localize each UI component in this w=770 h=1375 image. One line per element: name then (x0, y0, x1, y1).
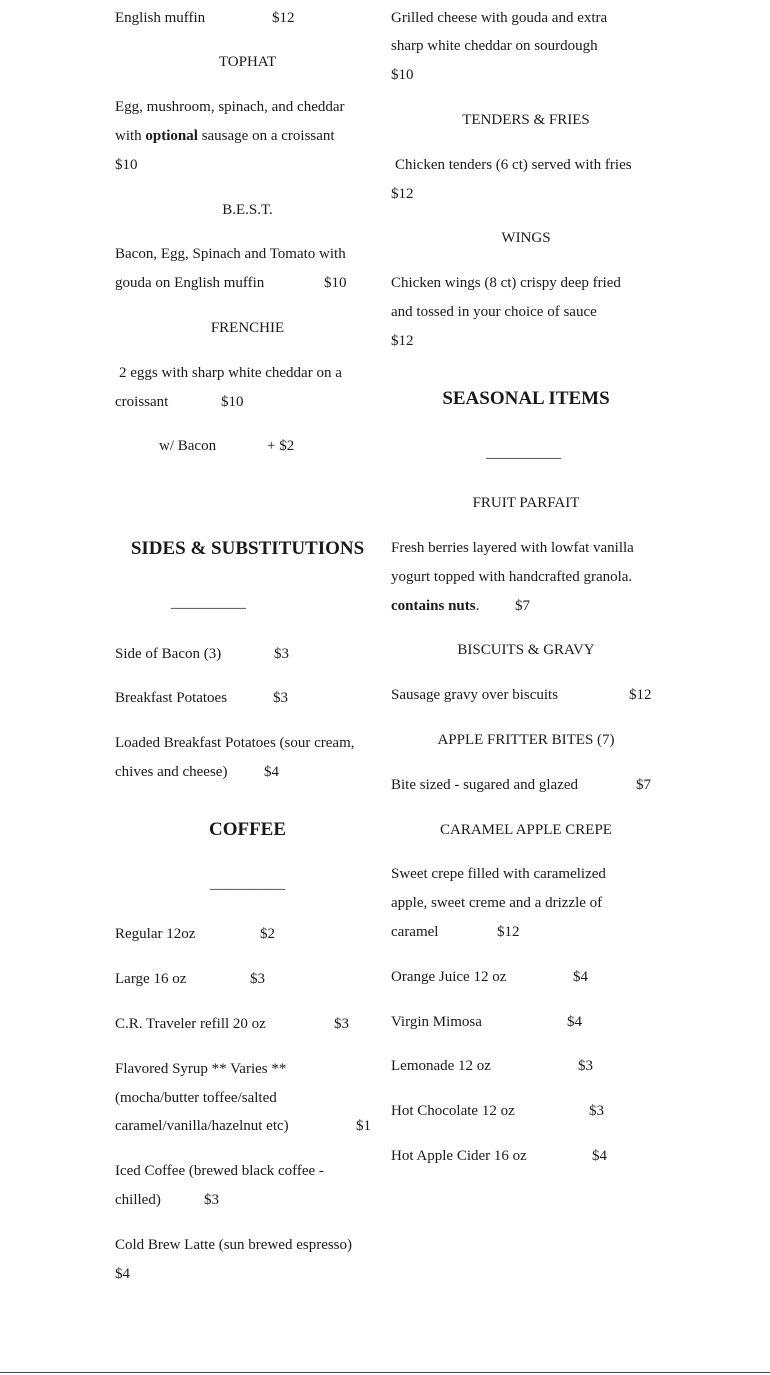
item-text: Bite sized - sugared and glazed (391, 777, 579, 793)
item-price: $3 (334, 1016, 349, 1032)
tenders-heading: TENDERS & FRIES (462, 112, 590, 128)
wings-description-line-1: Chicken wings (8 ct) crispy deep fried (391, 275, 621, 291)
item-text: C.R. Traveler refill 20 oz (115, 1016, 266, 1032)
parfait-description-line-1: Fresh berries layered with lowfat vanilla (391, 540, 634, 556)
biscuits-heading: BISCUITS & GRAVY (457, 642, 595, 658)
menu-item-english-muffin (115, 8, 295, 28)
contains-nuts-warning: contains nuts (391, 598, 476, 614)
optional-emphasis: optional (145, 128, 198, 144)
menu-item-virgin-mimosa (391, 1012, 582, 1032)
flavored-syrup-line-3 (115, 1116, 371, 1136)
item-text: Large 16 oz (115, 971, 187, 987)
item-text: Lemonade 12 oz (391, 1058, 491, 1074)
sides-divider: ————— (171, 600, 246, 616)
item-price: $3 (589, 1103, 604, 1119)
tophat-description-line-1: Egg, mushroom, spinach, and cheddar (115, 99, 345, 115)
menu-item-hot-apple-cider (391, 1146, 607, 1166)
page-bottom-rule (0, 1372, 770, 1373)
crepe-description-line-2: apple, sweet creme and a drizzle of (391, 895, 603, 911)
crepe-price: $12 (497, 924, 520, 940)
menu-item-orange-juice (391, 967, 588, 987)
loaded-potatoes-line-1: Loaded Breakfast Potatoes (sour cream, (115, 735, 355, 751)
frenchie-description-line-1: 2 eggs with sharp white cheddar on a (119, 365, 342, 381)
item-price: $4 (264, 764, 279, 780)
parfait-description-line-2: yogurt topped with handcrafted granola. (391, 569, 633, 585)
menu-item-regular-coffee (115, 924, 275, 944)
item-text: gouda on English muffin (115, 275, 265, 291)
parfait-price: $7 (515, 598, 530, 614)
item-text: caramel/vanilla/hazelnut etc) (115, 1118, 289, 1134)
frenchie-description-line-2 (115, 392, 244, 412)
parfait-description-line-3 (391, 596, 530, 616)
iced-coffee-line-1: Iced Coffee (brewed black coffee - (115, 1163, 324, 1179)
item-text: Breakfast Potatoes (115, 690, 228, 706)
item-price: $4 (592, 1148, 607, 1164)
frenchie-bacon-addon (159, 436, 295, 456)
flavored-syrup-line-1: Flavored Syrup ** Varies ** (115, 1061, 287, 1077)
item-price: $4 (567, 1014, 582, 1030)
item-text: Regular 12oz (115, 926, 196, 942)
coffee-section-heading: COFFEE (208, 819, 287, 840)
wings-heading: WINGS (501, 230, 551, 246)
seasonal-section-heading: SEASONAL ITEMS (442, 388, 610, 409)
menu-item-hot-chocolate (391, 1101, 604, 1121)
menu-item-traveler-refill (115, 1014, 349, 1034)
crepe-heading: CARAMEL APPLE CREPE (440, 822, 612, 838)
item-text: Sausage gravy over biscuits (391, 687, 559, 703)
addon-label: w/ Bacon (159, 438, 217, 454)
item-price: $3 (274, 646, 289, 662)
item-text: Hot Apple Cider 16 oz (391, 1148, 527, 1164)
item-price: $3 (273, 690, 288, 706)
frenchie-heading: FRENCHIE (210, 320, 285, 336)
item-text: Orange Juice 12 oz (391, 969, 507, 985)
seasonal-divider: ————— (486, 450, 561, 466)
frenchie-price: $10 (221, 394, 244, 410)
text-fragment: with (115, 128, 146, 144)
menu-item-lemonade (391, 1056, 593, 1076)
coffee-divider: ————— (210, 881, 285, 897)
best-price: $10 (324, 275, 347, 291)
best-heading: B.E.S.T. (222, 202, 273, 218)
item-price: $3 (204, 1192, 219, 1208)
item-text: chives and cheese) (115, 764, 228, 780)
item-price: $1 (356, 1118, 371, 1134)
item-text: Hot Chocolate 12 oz (391, 1103, 515, 1119)
item-price: $3 (250, 971, 265, 987)
grilled-cheese-price: $10 (391, 67, 414, 83)
iced-coffee-line-2 (115, 1190, 219, 1210)
menu-item-biscuits-gravy (391, 685, 652, 705)
item-price: $12 (629, 687, 652, 703)
addon-price: + $2 (267, 438, 295, 454)
wings-description-line-2: and tossed in your choice of sauce (391, 304, 597, 320)
item-text: Side of Bacon (3) (115, 646, 222, 662)
grilled-cheese-line-1: Grilled cheese with gouda and extra (391, 10, 608, 26)
cold-brew-price: $4 (115, 1266, 130, 1282)
menu-item-side-of-bacon (115, 644, 289, 664)
wings-price: $12 (391, 333, 414, 349)
grilled-cheese-line-2: sharp white cheddar on sourdough (391, 38, 598, 54)
text-fragment: . (475, 598, 480, 614)
crepe-description-line-1: Sweet crepe filled with caramelized (391, 866, 606, 882)
item-text: croissant (115, 394, 169, 410)
cold-brew-line-1: Cold Brew Latte (sun brewed espresso) (115, 1237, 353, 1253)
fritter-heading: APPLE FRITTER BITES (7) (437, 732, 615, 748)
item-text: caramel (391, 924, 439, 940)
item-text: chilled) (115, 1192, 161, 1208)
item-price: $12 (272, 10, 295, 26)
tophat-price: $10 (115, 157, 138, 173)
tenders-description: Chicken tenders (6 ct) served with fries (395, 157, 632, 173)
item-price: $7 (636, 777, 651, 793)
tophat-heading: TOPHAT (218, 54, 277, 70)
item-price: $4 (573, 969, 588, 985)
flavored-syrup-line-2: (mocha/butter toffee/salted (115, 1090, 277, 1106)
text-fragment: sausage on a croissant (197, 128, 335, 144)
tenders-price: $12 (391, 186, 414, 202)
item-text: Virgin Mimosa (391, 1014, 482, 1030)
best-description-line-2 (115, 273, 347, 293)
item-price: $2 (260, 926, 275, 942)
menu-item-fritter-bites (391, 775, 651, 795)
menu-item-large-coffee (115, 969, 265, 989)
crepe-description-line-3 (391, 922, 520, 942)
best-description-line-1: Bacon, Egg, Spinach and Tomato with (115, 246, 346, 262)
menu-item-breakfast-potatoes (115, 688, 288, 708)
loaded-potatoes-line-2 (115, 762, 279, 782)
item-price: $3 (578, 1058, 593, 1074)
parfait-heading: FRUIT PARFAIT (472, 495, 580, 511)
tophat-description-line-2 (115, 126, 335, 146)
item-text: English muffin (115, 10, 206, 26)
sides-section-heading: SIDES & SUBSTITUTIONS (130, 538, 365, 559)
